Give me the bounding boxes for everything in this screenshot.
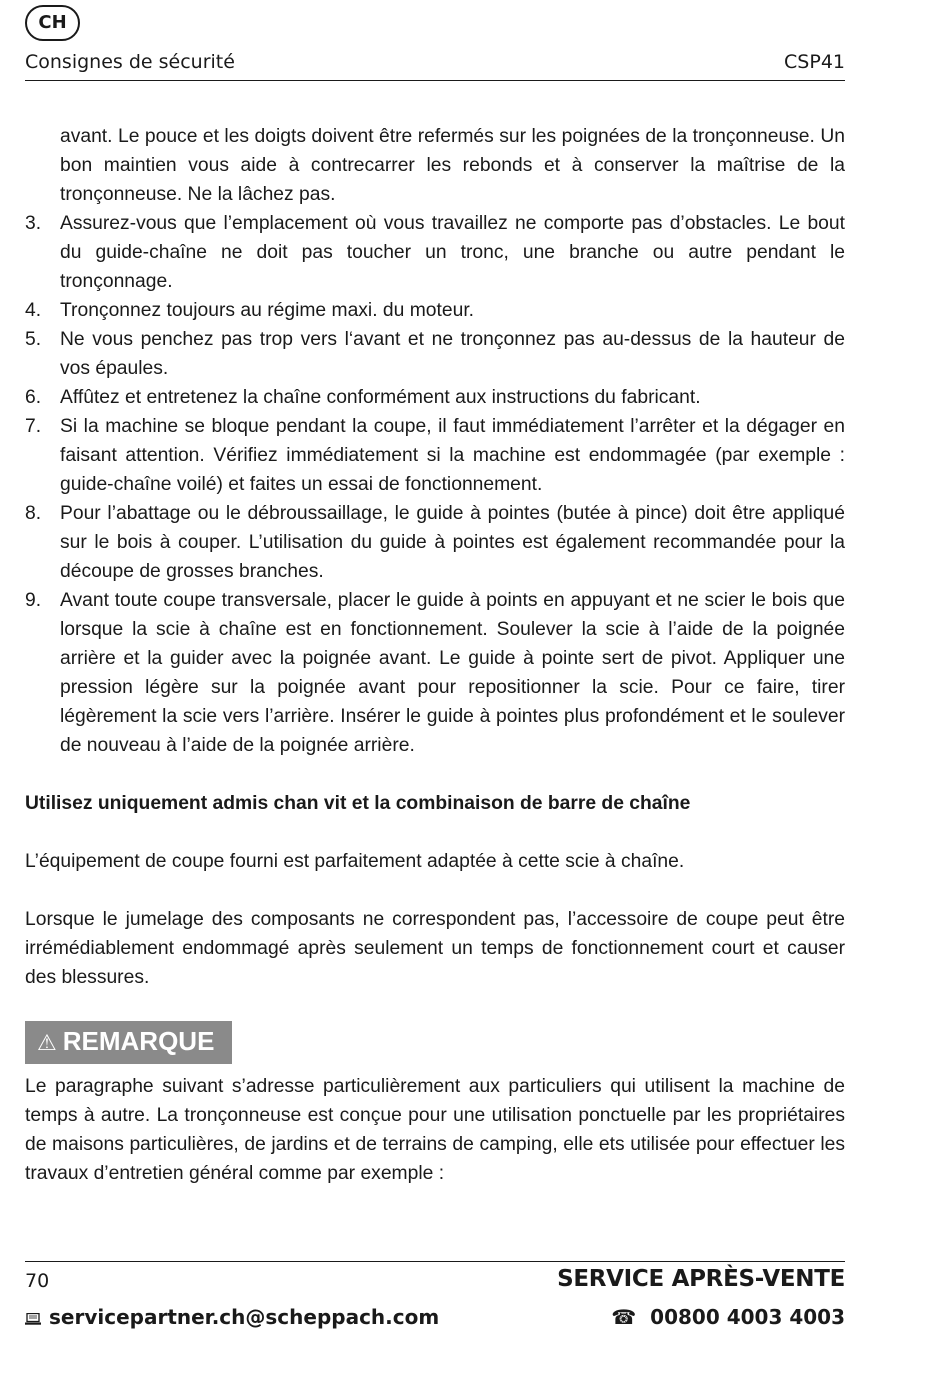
paragraph: Le paragraphe suivant s’adresse particulièrement aux particuliers qui utilisent la machine de temps à autre. La tronçonneuse est conçue pour une utilisation ponctuelle par les propriétaires de maisons particulières, de jardins et de terrains de camping, elle ets utilisée pour effectuer les travaux d’entretien général comme par exemple : bbox=[25, 1076, 845, 1184]
email-address[interactable]: servicepartner.ch@scheppach.com bbox=[49, 1305, 440, 1329]
list-item-number: 8. bbox=[25, 503, 42, 524]
main-content bbox=[25, 122, 845, 1188]
list-item bbox=[25, 586, 845, 760]
list-item bbox=[25, 296, 845, 325]
list-item-text: Ne vous penchez pas trop vers l‘avant et ne tronçonnez pas au-dessus de la hauteur de vos épaules. bbox=[60, 329, 845, 379]
list-item bbox=[25, 325, 845, 383]
list-item-number: 5. bbox=[25, 329, 42, 350]
warning-triangle-icon: ⚠ bbox=[37, 1031, 57, 1056]
list-item-number: 9. bbox=[25, 590, 42, 611]
paragraph: L’équipement de coupe fourni est parfaitement adaptée à cette scie à chaîne. bbox=[25, 851, 685, 872]
list-item bbox=[25, 412, 845, 499]
footer-divider bbox=[25, 1261, 845, 1262]
page-number: 70 bbox=[25, 1270, 50, 1292]
list-item-text: Pour l’abattage ou le débroussaillage, le guide à pointes (butée à pince) doit être appliqué sur le bois à couper. L’utilisation du guide à pointes est également recommandée pour la découpe de grosses branches. bbox=[60, 503, 845, 582]
country-code-badge: CH bbox=[25, 5, 80, 41]
list-item bbox=[25, 209, 845, 296]
service-title: SERVICE APRÈS-VENTE bbox=[557, 1266, 845, 1292]
section-title: Consignes de sécurité bbox=[25, 51, 235, 73]
remark-label: REMARQUE bbox=[62, 1026, 215, 1056]
service-email bbox=[25, 1305, 439, 1329]
list-item-number: 3. bbox=[25, 213, 42, 234]
list-item-number: 4. bbox=[25, 300, 42, 321]
list-item-number: 7. bbox=[25, 416, 42, 437]
list-item-text: Avant toute coupe transversale, placer le guide à points en appuyant et ne scier le bois que lorsque la scie à chaîne est en fonctionnement. Soulever la scie à l’aide de la poignée arrière et la guider avec la poignée avant. Le guide à pointe sert de pivot. Appliquer une pression légère sur la poignée avant pour repositionner la scie. Pour ce faire, tirer légèrement la scie vers l’arrière. Insérer le guide à pointes plus profondément et le soulever de nouveau à l’aide de la poignée arrière. bbox=[60, 590, 845, 756]
list-item bbox=[25, 383, 845, 412]
model-code: CSP41 bbox=[784, 51, 845, 73]
telephone-icon: ☎ bbox=[611, 1305, 637, 1329]
list-item-number: 6. bbox=[25, 387, 42, 408]
paragraph: Lorsque le jumelage des composants ne correspondent pas, l’accessoire de coupe peut être irrémédiablement endommagé après seulement un temps de fonctionnement court et causer des blessures. bbox=[25, 909, 845, 988]
remark-banner bbox=[25, 1021, 232, 1064]
list-item-text: Tronçonnez toujours au régime maxi. du moteur. bbox=[60, 300, 475, 321]
section-subheading: Utilisez uniquement admis chan vit et la combinaison de barre de chaîne bbox=[25, 793, 691, 814]
list-item-text: Si la machine se bloque pendant la coupe, il faut immédiatement l’arrêter et la dégager en faisant attention. Vérifiez immédiatement si la machine est endommagée (par exemple : guide-chaîne voilé) et faites un essai de fonctionnement. bbox=[60, 416, 845, 495]
service-phone bbox=[611, 1305, 845, 1329]
page-header bbox=[25, 50, 845, 81]
list-item bbox=[25, 499, 845, 586]
phone-number[interactable]: 00800 4003 4003 bbox=[650, 1305, 845, 1329]
continued-list-item: avant. Le pouce et les doigts doivent être refermés sur les poignées de la tronçonneuse. Un bon maintien vous aide à contrecarrer les rebonds et à conserver la maîtrise de la tronçonneuse. Ne la lâchez pas. bbox=[60, 126, 845, 205]
list-item-text: Affûtez et entretenez la chaîne conformément aux instructions du fabricant. bbox=[60, 387, 701, 408]
list-item-text: Assurez-vous que l’emplacement où vous travaillez ne comporte pas d’obstacles. Le bout du guide-chaîne ne doit pas toucher un tronc, une branche ou autre pendant le tronçonnage. bbox=[60, 213, 845, 292]
laptop-icon bbox=[25, 1313, 41, 1325]
